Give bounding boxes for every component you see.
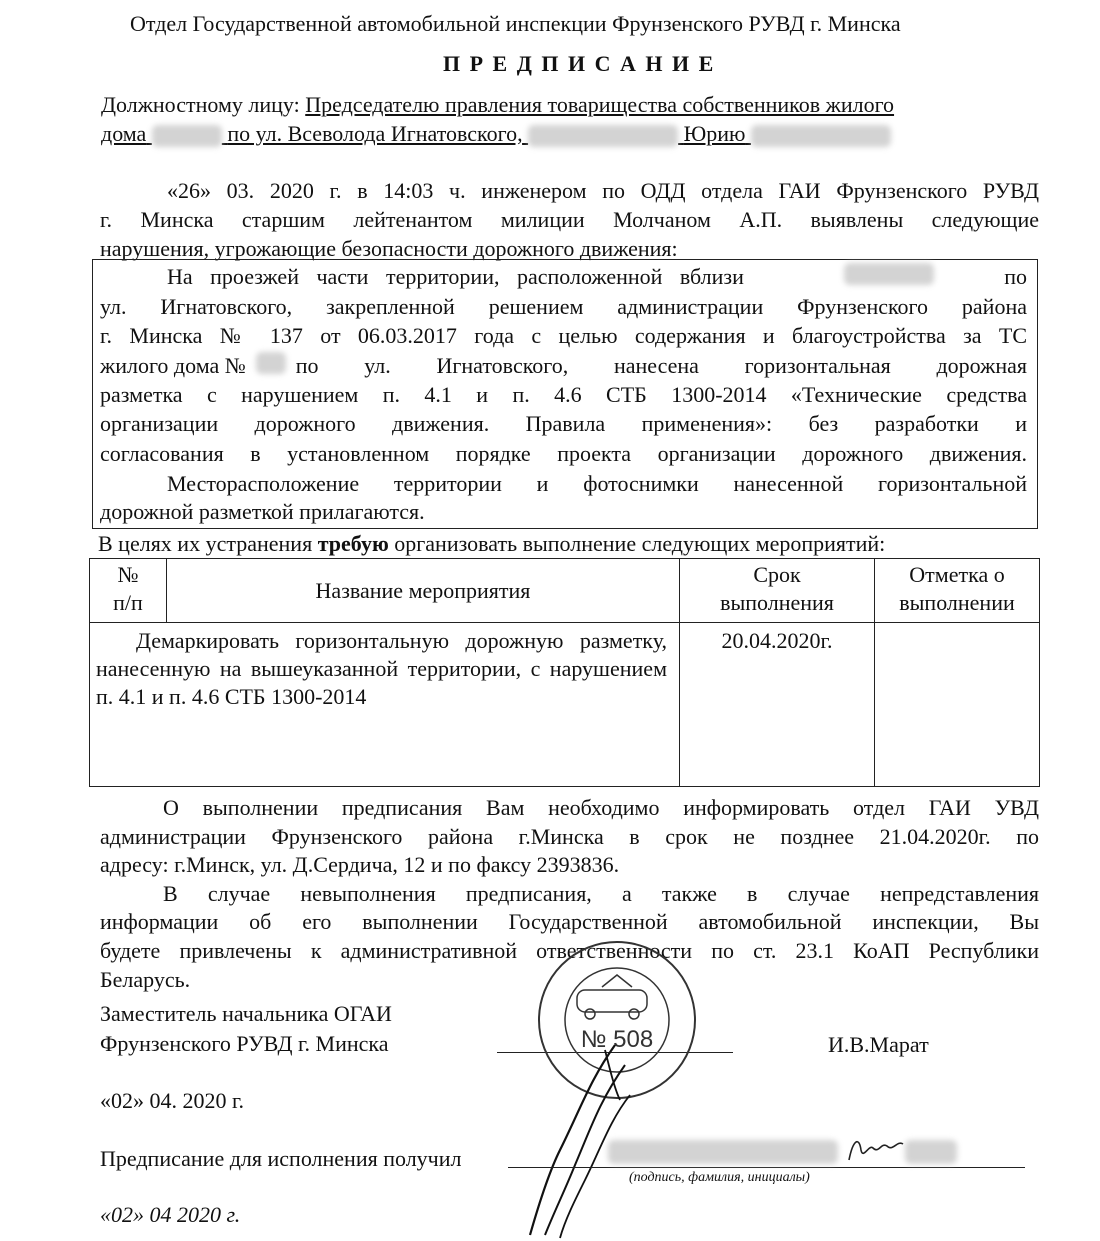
signatory-name: И.В.Марат xyxy=(828,1032,929,1057)
addressee-street: по ул. Всеволода Игнатовского, xyxy=(227,121,523,146)
violation-line-8: Месторасположение территории и фотоснимки нанесенной горизонтальной xyxy=(167,471,1027,496)
demand-bold: требую xyxy=(317,531,389,556)
redacted-surname xyxy=(528,125,678,147)
warning-line-3: будете привлечены к административной ответственности по ст. 23.1 КоАП Республики xyxy=(100,938,1039,963)
violation-line-4 xyxy=(100,352,1027,380)
header-deadline: Срок выполнения xyxy=(680,559,875,623)
received-date: «02» 04 2020 г. xyxy=(100,1202,241,1227)
signatory-title-2: Фрунзенского РУВД г. Минска xyxy=(100,1031,389,1056)
addressee-line-1 xyxy=(101,91,894,119)
violation-line-2: ул. Игнатовского, закрепленной решением администрации Фрунзенского района xyxy=(100,294,1027,319)
cell-mark xyxy=(875,623,1040,787)
violation-text-1b: по xyxy=(1004,264,1027,289)
redacted-patronymic xyxy=(751,125,891,147)
violation-line-1 xyxy=(167,263,1027,291)
demand-pre: В целях их устранения xyxy=(98,531,313,556)
document-title: П Р Е Д П И С А Н И Е xyxy=(443,51,716,76)
stamp-number: № 508 xyxy=(580,1026,654,1053)
measures-table xyxy=(89,558,1040,787)
issue-date: «02» 04. 2020 г. xyxy=(100,1088,245,1113)
received-label: Предписание для исполнения получил xyxy=(100,1146,462,1171)
addressee-house-label: дома xyxy=(101,121,147,146)
violation-line-7: согласования в установленном порядке проекта организации дорожного движения. xyxy=(100,441,1027,466)
redacted-recipient-name xyxy=(608,1140,838,1164)
violation-line-3: г. Минска № 137 от 06.03.2017 года с целью содержания и благоустройства за ТС xyxy=(100,323,1027,348)
redacted-address xyxy=(844,263,934,285)
signatory-title-1: Заместитель начальника ОГАИ xyxy=(100,1001,392,1026)
intro-line-3: нарушения, угрожающие безопасности дорожного движения: xyxy=(100,236,678,261)
warning-line-4: Беларусь. xyxy=(100,967,191,992)
violation-line-6: организации дорожного движения. Правила применения»: без разработки и xyxy=(100,411,1027,436)
cell-deadline: 20.04.2020г. xyxy=(680,623,875,787)
violation-line-5: разметка с нарушением п. 4.1 и п. 4.6 СТБ 1300-2014 «Технические средства xyxy=(100,382,1027,407)
intro-line-1: «26» 03. 2020 г. в 14:03 ч. инженером по ОДД отдела ГАИ Фрунзенского РУВД xyxy=(167,178,1039,203)
addressee-line-2 xyxy=(101,120,891,148)
addressee-first-name: Юрию xyxy=(683,121,746,146)
table-row xyxy=(90,623,1040,787)
redacted-house-no xyxy=(256,352,286,374)
recipient-signature-icon xyxy=(845,1130,907,1166)
warning-line-1: В случае невыполнения предписания, а также в случае непредставления xyxy=(163,881,1039,906)
header-name: Название мероприятия xyxy=(167,559,680,623)
redacted-house-number xyxy=(152,125,222,147)
violation-line-9: дорожной разметкой прилагаются. xyxy=(100,499,425,524)
table-header-row xyxy=(90,559,1040,623)
addressee-label: Должностному лицу: xyxy=(101,92,300,117)
violation-text-1a: На проезжей части территории, расположенной вблизи xyxy=(167,264,744,289)
inform-line-1: О выполнении предписания Вам необходимо информировать отдел ГАИ УВД xyxy=(163,795,1039,820)
inform-line-2: администрации Фрунзенского района г.Минска в срок не позднее 21.04.2020г. по xyxy=(100,824,1039,849)
addressee-position: Председателю правления товарищества собственников жилого xyxy=(305,92,895,117)
violation-text-4a: жилого дома № xyxy=(100,353,246,378)
warning-line-2: информации об его выполнении Государственной автомобильной инспекции, Вы xyxy=(100,909,1039,934)
department-header: Отдел Государственной автомобильной инспекции Фрунзенского РУВД г. Минска xyxy=(130,11,901,36)
header-num: № п/п xyxy=(90,559,167,623)
violation-text-4b: по ул. Игнатовского, нанесена горизонтальная дорожная xyxy=(295,353,1027,378)
demand-line xyxy=(98,530,885,558)
demand-post: организовать выполнение следующих мероприятий: xyxy=(394,531,886,556)
redacted-recipient-initials xyxy=(905,1140,957,1164)
received-caption: (подпись, фамилия, инициалы) xyxy=(629,1170,810,1185)
intro-line-2: г. Минска старшим лейтенантом милиции Молчаном А.П. выявлены следующие xyxy=(100,207,1039,232)
inform-line-3: адресу: г.Минск, ул. Д.Сердича, 12 и по факсу 2393836. xyxy=(100,852,620,877)
cell-measure: Демаркировать горизонтальную дорожную разметку, нанесенную на вышеуказанной территории, с нарушением п. 4.1 и п. 4.6 СТБ 1300-2014 xyxy=(90,623,680,787)
header-mark: Отметка о выполнении xyxy=(875,559,1040,623)
